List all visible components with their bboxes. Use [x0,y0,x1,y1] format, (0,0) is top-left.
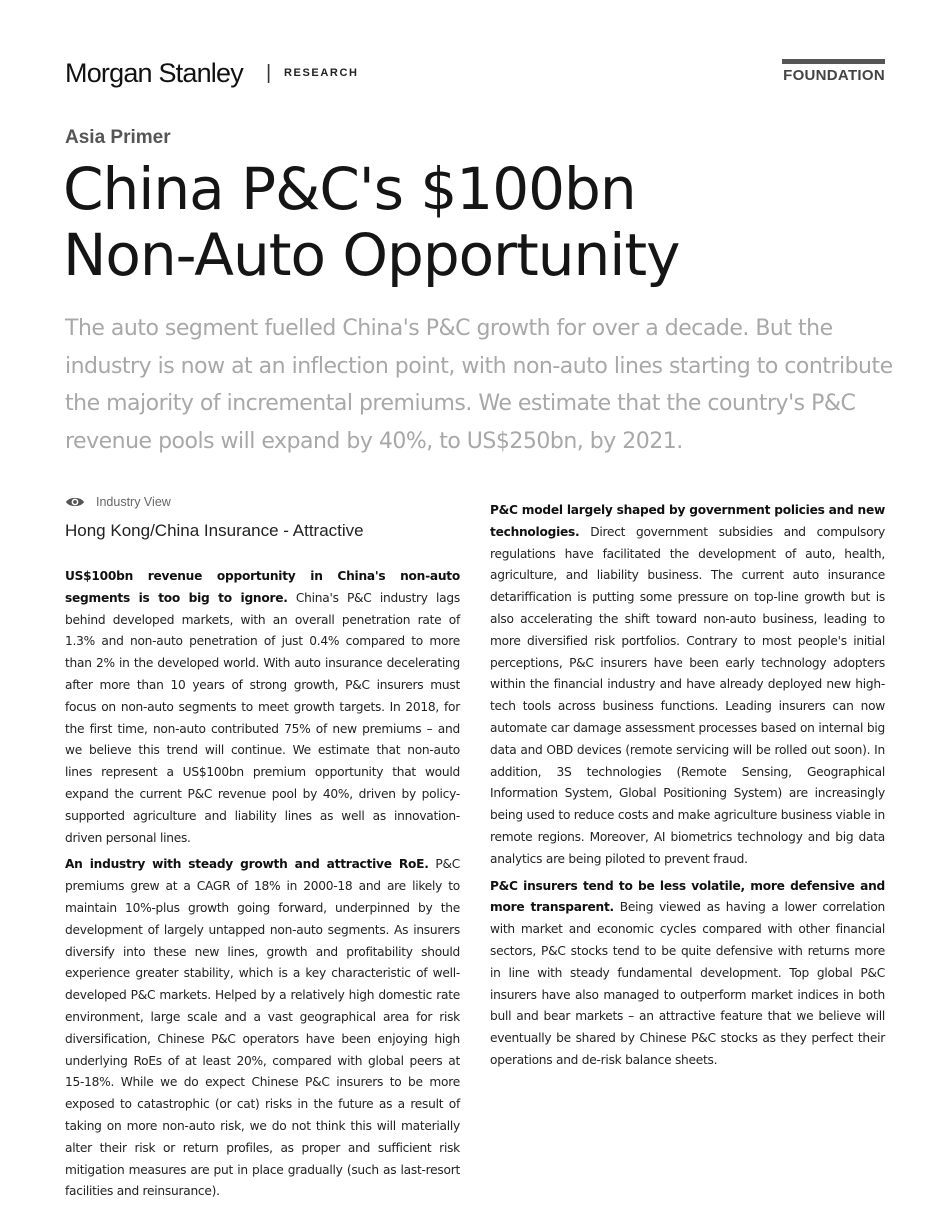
industry-view-label: Industry View [96,495,171,509]
foundation-bar [782,59,885,64]
paragraph-opportunity-text: China's P&C industry lags behind developed markets, with an overall penetration rate of 1.3% and non-auto penetration of just 0.4% compared to more than 2% in the developed world. With auto insurance decelerating after more than 10 years of strong growth, P&C insurers must focus on non-auto segments to meet growth targets. In 2018, for the first time, non-auto contributed 75% of new premiums – and we believe this trend will continue. We estimate that non-auto lines represent a US$100bn premium opportunity that would expand the current P&C revenue pool by 40%, driven by policy-supported agriculture and liability lines as well as innovation-driven personal lines. [65,590,460,845]
paragraph-policy [490,500,885,871]
paragraph-policy-lead: P&C model largely shaped by government policies and new technologies. [490,503,885,539]
page-title [63,156,679,288]
industry-view [65,494,465,540]
paragraph-growth [65,854,460,1203]
header-separator: | [266,62,272,84]
industry-view-label-row [65,494,465,514]
lede-summary: The auto segment fuelled China's P&C growth for over a decade. But the industry is now at an inflection point, with non-auto lines starting to contribute the majority of incremental premiums. We estimate that the country's P&C revenue pools will expand by 40%, to US$250bn, by 2021. [65,316,893,454]
title-line-2: Non-Auto Opportunity [63,221,680,289]
section-label: RESEARCH [284,67,359,79]
eye-icon [65,495,85,509]
series-label: FOUNDATION [783,67,885,84]
paragraph-defensive-lead: P&C insurers tend to be less volatile, more defensive and more transparent. [490,878,885,915]
paragraph-opportunity [65,566,460,849]
industry-view-value: Hong Kong/China Insurance - Attractive [65,521,364,540]
paragraph-policy-text: Direct government subsidies and compulsory regulations have facilitated the development of auto, health, agriculture, and liability business. The current auto insurance detariffication is putting some pressure on top-line growth but is also accelerating the shift toward non-auto business, leading to more diversified risk portfolios. Contrary to most people's initial perceptions, P&C insurers have been early technology adopters within the financial industry and have already deployed new high-tech tools across business functions. Leading insurers can now automate car damage assessment processes based on internal big data and OBD devices (remote servicing will be rolled out soon). In addition, 3S technologies (Remote Sensing, Geographical Information System, Global Positioning System) are increasingly being used to reduce costs and make agriculture business viable in remote regions. Moreover, AI biometrics technology and big data analytics are being piloted to prevent fraud. [490,524,885,866]
body-column-left [65,566,460,1208]
body-column-right [490,500,885,1077]
paragraph-growth-text: P&C premiums grew at a CAGR of 18% in 2000-18 and are likely to maintain 10%-plus growth going forward, underpinned by the development of largely untapped non-auto segments. As insurers diversify into these new lines, growth and profitability should experience greater stability, which is a key characteristic of well-developed P&C markets. Helped by a relatively high domestic rate environment, large scale and a vast geographical area for risk diversification, Chinese P&C operators have been enjoying high underlying RoEs of at least 20%, compared with global peers at 15-18%. While we do expect Chinese P&C insurers to be more exposed to catastrophic (or cat) risks in the future as a result of taking on more non-auto risk, we do not think this will materially alter their risk or return profiles, as proper and sufficient risk mitigation measures are put in place gradually (such as last-resort facilities and reinsurance). [65,857,460,1199]
paragraph-opportunity-lead: US$100bn revenue opportunity in China's non-auto segments is too big to ignore. [65,569,460,605]
paragraph-defensive [490,876,885,1072]
paragraph-growth-lead: An industry with steady growth and attractive RoE. [65,857,429,872]
title-line-1: China P&C's $100bn [63,155,636,223]
paragraph-defensive-text: Being viewed as having a lower correlation with market and economic cycles compared with other financial sectors, P&C stocks tend to be quite defensive with returns more in line with steady fundamental development. Top global P&C insurers have also managed to outperform market indices in both bull and bear markets – an attractive feature that we believe will eventually be shared by Chinese P&C stocks as they perfect their operations and de-risk balance sheets. [490,900,885,1067]
page-header [65,58,885,90]
report-kicker: Asia Primer [65,127,171,148]
brand-logo: Morgan Stanley [65,58,243,88]
